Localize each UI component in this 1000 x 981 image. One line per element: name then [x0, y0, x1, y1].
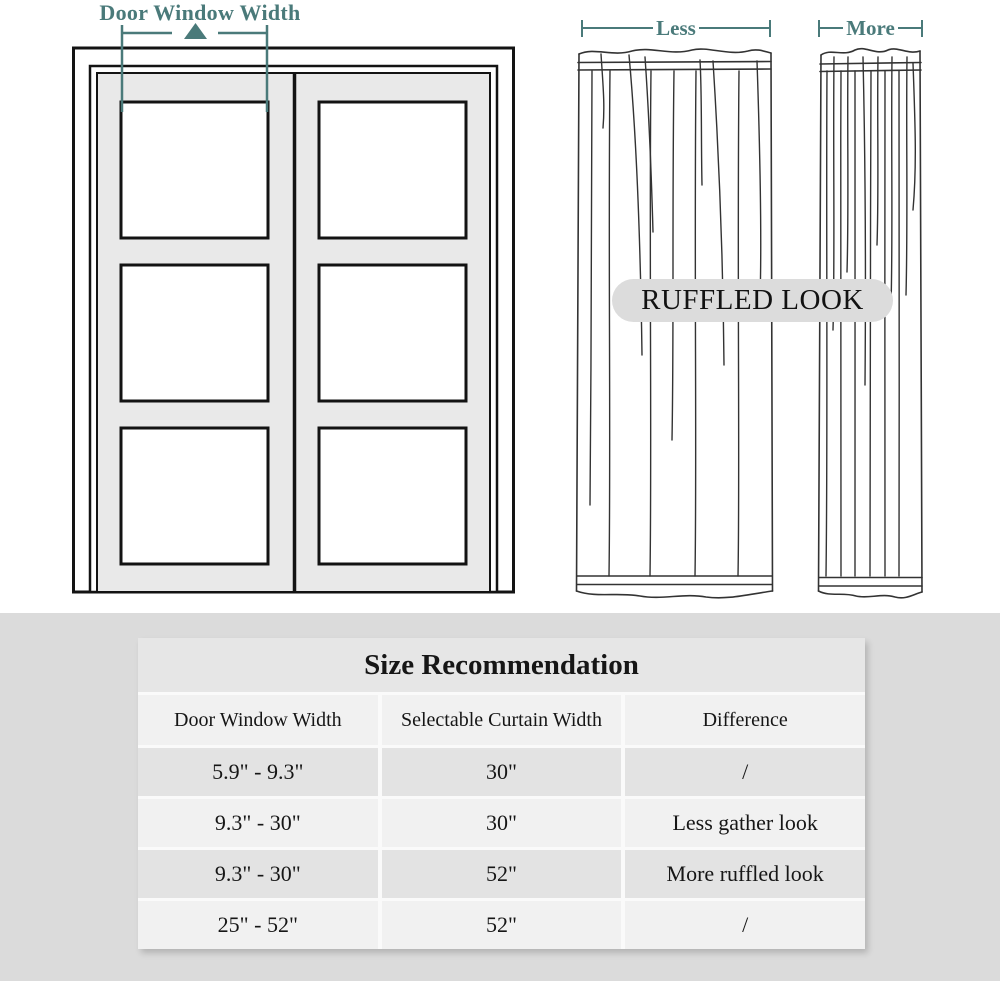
ruffled-look-badge [612, 279, 893, 322]
window-pane [121, 102, 268, 238]
curtain-more-ruffled [819, 49, 923, 598]
table-cell-difference: More ruffled look [625, 850, 865, 898]
dimension-line [699, 27, 769, 29]
table-cell-curtain-width: 52" [382, 850, 622, 898]
door-window-width-label: Door Window Width [99, 0, 301, 25]
ruffled-look-text: RUFFLED LOOK [641, 284, 864, 316]
table-cell-difference: / [625, 748, 865, 796]
window-pane [319, 102, 466, 238]
table-cell-difference: / [625, 901, 865, 949]
dimension-line [820, 27, 843, 29]
table-cell-curtain-width: 30" [382, 799, 622, 847]
table-title: Size Recommendation [138, 638, 865, 692]
more-width-dimension [818, 17, 923, 39]
table-cell-door-width: 9.3" - 30" [138, 850, 378, 898]
dimension-line [898, 27, 921, 29]
more-label: More [846, 16, 895, 40]
column-header-difference: Difference [625, 695, 865, 745]
table-cell-door-width: 25" - 52" [138, 901, 378, 949]
column-header-selectable-curtain-width: Selectable Curtain Width [382, 695, 622, 745]
table-cell-curtain-width: 30" [382, 748, 622, 796]
window-pane [121, 428, 268, 564]
dimension-end-cap [769, 20, 771, 37]
french-door-drawing [74, 48, 514, 592]
dimension-end-cap [921, 20, 923, 37]
window-pane [121, 265, 268, 401]
less-width-dimension [581, 17, 771, 39]
less-label: Less [656, 16, 696, 40]
table-cell-door-width: 9.3" - 30" [138, 799, 378, 847]
table-cell-door-width: 5.9" - 9.3" [138, 748, 378, 796]
window-pane [319, 265, 466, 401]
table-cell-curtain-width: 52" [382, 901, 622, 949]
curtain-less-gathered [577, 49, 773, 598]
size-recommendation-section [0, 613, 1000, 981]
column-header-door-window-width: Door Window Width [138, 695, 378, 745]
size-recommendation-table [138, 638, 865, 949]
dimension-line [583, 27, 653, 29]
table-cell-difference: Less gather look [625, 799, 865, 847]
window-pane [319, 428, 466, 564]
